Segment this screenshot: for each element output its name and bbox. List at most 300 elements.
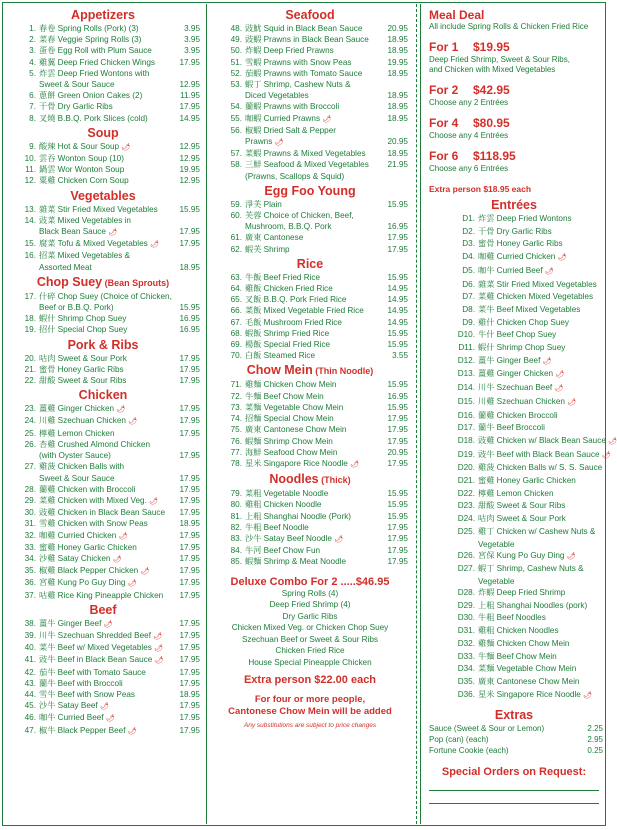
entree-item: [425, 475, 603, 488]
menu-item: [6, 590, 200, 601]
item-name-text: 蔥餅 Green Onion Cakes (2): [39, 91, 143, 101]
menu-item: [6, 678, 200, 689]
item-name: [39, 79, 178, 90]
menu-item: [212, 57, 408, 68]
item-name-text: 蘭蝦 Prawns with Broccoli: [245, 102, 340, 112]
menu-item: [212, 413, 408, 424]
entree-number: D8.: [462, 304, 475, 314]
item-name: [245, 294, 386, 305]
entree-number: D35.: [457, 676, 475, 686]
item-name-text: 薑雞 Ginger Chicken: [39, 404, 115, 414]
item-price: [406, 125, 408, 136]
menu-item: [212, 488, 408, 499]
item-price: 15.95: [179, 204, 200, 214]
item-name: [39, 654, 178, 666]
entree-name: [478, 329, 603, 342]
entree-name-text: 干骨 Dry Garlic Ribs: [478, 226, 552, 236]
item-number: 13.: [24, 204, 36, 214]
menu-item: [6, 141, 200, 153]
item-price: 18.95: [387, 46, 408, 56]
menu-item: [6, 689, 200, 700]
entree-name: [478, 238, 603, 251]
item-name-text: 菜雞 Chicken with Mixed Veg.: [39, 495, 147, 505]
item-price: 17.95: [387, 557, 408, 567]
entree-name-text: 雞什 Chicken Chop Suey: [478, 317, 570, 327]
item-name: [39, 34, 182, 45]
menu-item: [6, 667, 200, 678]
item-price: 17.95: [179, 618, 200, 628]
menu-item-continuation: [212, 90, 408, 101]
section-subtitle: (Bean Sprouts): [102, 277, 170, 288]
meal-deal-desc: Choose any 6 Entrées: [429, 164, 509, 173]
hot-pepper-icon: 🌶: [601, 451, 611, 459]
item-number: 23.: [24, 404, 36, 414]
item-name-text: 芙蓉 Choice of Chicken, Beef,: [245, 211, 354, 221]
item-price: 15.95: [387, 340, 408, 350]
item-name-text: (Prawns, Scallops & Squid): [245, 171, 345, 181]
combo-line: Dry Garlic Ribs: [282, 611, 338, 621]
menu-item: [6, 518, 200, 529]
item-name-text: 椒雞 Black Pepper Chicken: [39, 566, 139, 576]
item-name-text: 椒牛 Black Pepper Beef: [39, 725, 126, 735]
menu-item: [6, 415, 200, 427]
column-divider: [420, 4, 421, 824]
menu-item-continuation: [212, 136, 408, 148]
entree-name: [478, 304, 603, 317]
item-price: [406, 171, 408, 182]
section-title: [212, 363, 408, 379]
entree-name: [478, 638, 603, 651]
entree-number: D21.: [457, 476, 475, 486]
menu-item: [212, 23, 408, 34]
menu-item: [212, 522, 408, 533]
item-price: 16.95: [179, 314, 200, 324]
item-number-blank: [6, 473, 39, 484]
item-name: [39, 226, 178, 238]
item-name: [39, 113, 178, 124]
item-number: 80.: [230, 500, 242, 510]
section-title: [212, 8, 408, 23]
menu-item: [212, 210, 408, 221]
section-title-text: Seafood: [285, 8, 335, 22]
extras-list: [425, 723, 603, 756]
item-name: [39, 324, 178, 335]
item-name: [39, 90, 178, 101]
hot-pepper-icon: 🌶: [112, 555, 122, 563]
entree-name-text: 蝦什 Shrimp Chop Suey: [478, 343, 566, 353]
item-price: 18.95: [387, 68, 408, 78]
entree-name-text: 雞丁 Chicken w/ Cashew Nuts &: [478, 526, 596, 536]
item-name: [39, 553, 178, 565]
meal-deal-label: For 6: [429, 149, 459, 163]
menu-item: [212, 350, 408, 361]
hot-pepper-icon: 🌶: [583, 691, 593, 699]
entree-item: [425, 355, 603, 369]
entree-name: [478, 550, 603, 564]
item-name-text: 沙雞 Satay Chicken: [39, 553, 111, 563]
meal-deal-desc: and Chicken with Mixed Vegetables: [429, 65, 556, 74]
menu-column-left: [6, 6, 200, 737]
item-price: 3.95: [184, 46, 200, 56]
entree-name-text: 菜麵 Vegetable Chow Mein: [478, 664, 577, 674]
item-price: 17.95: [179, 578, 200, 588]
hot-pepper-icon: 🌶: [153, 632, 163, 640]
item-price: 17.95: [179, 364, 200, 374]
item-price: 17.95: [387, 546, 408, 556]
item-name: [245, 317, 386, 328]
entree-item: [425, 676, 603, 689]
menu-item: [6, 353, 200, 364]
combo-line: Spring Rolls (4): [281, 588, 339, 598]
item-name: [39, 141, 178, 153]
meal-deal: [429, 83, 603, 108]
menu-item: [6, 175, 200, 186]
hot-pepper-icon: 🌶: [100, 703, 109, 711]
item-name-text: 薑牛 Ginger Beef: [39, 618, 102, 628]
item-price: 17.95: [387, 436, 408, 446]
item-name: [39, 618, 178, 630]
entree-item: [425, 435, 617, 449]
item-name: [245, 210, 406, 221]
section-title-text: Vegetables: [70, 188, 136, 203]
entree-number: D32.: [457, 638, 475, 648]
item-name: [245, 436, 386, 447]
menu-item: [6, 90, 200, 101]
item-number: 71.: [230, 380, 242, 390]
entree-item: [425, 238, 603, 251]
section-title: [6, 338, 200, 353]
item-price: 17.95: [179, 701, 200, 711]
item-number: 42.: [24, 667, 36, 677]
item-name-text: 淨芙 Plain: [245, 199, 282, 209]
hot-pepper-icon: 🌶: [322, 115, 332, 123]
item-name: [245, 113, 386, 125]
entree-name: [478, 663, 603, 676]
entree-name-text: 咕肉 Sweet & Sour Pork: [478, 514, 566, 524]
item-price: 14.95: [387, 295, 408, 305]
section-title-text: Chop Suey: [36, 274, 103, 289]
entree-item: [425, 500, 603, 513]
item-name-text: 牛河 Beef Chow Fun: [245, 546, 321, 556]
entree-item: [425, 462, 603, 475]
item-number: 19.: [24, 325, 36, 335]
menu-item: [212, 545, 408, 556]
item-price: 20.95: [387, 137, 408, 147]
entree-name: [478, 422, 603, 435]
item-name-text: 雜菜 Stir Fried Mixed Vegetables: [39, 204, 158, 214]
extra-item: [429, 734, 603, 745]
menu-item: [212, 244, 408, 255]
hot-pepper-icon: 🌶: [334, 535, 344, 543]
item-name: [245, 221, 386, 232]
item-number: 28.: [24, 484, 36, 494]
item-name-text: 豉菜 Mixed Vegetables in: [39, 215, 131, 225]
item-name: [39, 68, 198, 79]
entree-name-text: 蘭牛 Beef Broccoli: [478, 423, 545, 433]
menu-item: [6, 291, 200, 302]
item-price: 17.95: [179, 227, 200, 237]
menu-item: [212, 379, 408, 390]
item-price: 17.95: [387, 522, 408, 532]
item-price: 17.95: [179, 713, 200, 723]
item-name-text: Sweet & Sour Sauce: [39, 80, 115, 90]
item-name: [39, 250, 198, 261]
entree-name: [478, 396, 603, 410]
item-name: [39, 530, 178, 542]
entree-item: [425, 396, 603, 410]
section-title: [212, 472, 408, 488]
entree-name: [478, 410, 603, 423]
hot-pepper-icon: 🌶: [118, 532, 128, 540]
menu-item: [6, 215, 200, 226]
menu-item: [6, 577, 200, 589]
menu-column-middle: [212, 6, 408, 729]
entree-number: D6.: [462, 279, 475, 289]
item-name-text: 蝦丁 Shrimp, Cashew Nuts &: [245, 80, 351, 90]
item-number: 50.: [230, 46, 242, 56]
menu-item: [212, 199, 408, 210]
menu-item: [6, 23, 200, 34]
menu-item-continuation: [6, 302, 200, 313]
item-name-text: 杏雞 Crushed Almond Chicken: [39, 439, 151, 449]
entree-name: [478, 449, 611, 463]
menu-item: [6, 113, 200, 124]
item-name-text: 上粗 Shanghai Noodle (Pork): [245, 511, 352, 521]
item-price: [198, 250, 200, 261]
entree-name-text: 豉雞 Chicken w/ Black Bean Sauce: [478, 435, 606, 445]
section-title: [6, 603, 200, 618]
menu-item: [6, 461, 200, 472]
item-price: 16.95: [387, 391, 408, 401]
item-number: 34.: [24, 553, 36, 563]
meal-deal-price: $42.95: [473, 83, 510, 97]
entree-name-text: 廣東 Cantonese Chow Mein: [478, 676, 580, 686]
menu-item: [6, 712, 200, 724]
extra-price: 2.95: [587, 735, 603, 745]
meal-deal-price: $19.95: [473, 40, 510, 54]
item-name: [245, 244, 386, 255]
meal-deal-price: $80.95: [473, 116, 510, 130]
item-number-blank: [6, 79, 39, 90]
item-name: [245, 488, 386, 499]
item-name: [245, 171, 406, 182]
entree-name-text: 檸雞 Lemon Chicken: [478, 488, 554, 498]
item-name-text: 蝦芙 Shrimp: [245, 244, 290, 254]
meal-deal-extra: Extra person $18.95 each: [429, 184, 532, 194]
combo-line: House Special Pineapple Chicken: [248, 657, 372, 667]
section-title: [6, 388, 200, 403]
menu-item: [6, 204, 200, 215]
meal-deal: [429, 116, 603, 141]
item-number: 59.: [230, 199, 242, 209]
item-price: 17.95: [179, 655, 200, 665]
section-title: [6, 275, 200, 291]
entree-item: [425, 251, 603, 265]
item-number: 32.: [24, 530, 36, 540]
menu-item: [6, 700, 200, 712]
meal-deal-desc: Choose any 2 Entrées: [429, 98, 509, 107]
item-name-text: 川牛 Szechuan Shredded Beef: [39, 630, 151, 640]
item-price: 17.95: [387, 425, 408, 435]
item-name: [39, 403, 178, 415]
item-number-blank: [212, 221, 245, 232]
item-price: 17.95: [179, 495, 200, 505]
entree-name: [478, 279, 603, 292]
entree-item: [425, 612, 603, 625]
entree-name: [478, 676, 603, 689]
entree-number: D18.: [457, 435, 475, 445]
item-number-blank: [212, 171, 245, 182]
item-number: 55.: [230, 113, 242, 123]
item-price: 17.95: [179, 566, 200, 576]
entree-item: [425, 449, 611, 463]
item-name-text: 招什 Special Chop Suey: [39, 325, 128, 335]
menu-item: [6, 164, 200, 175]
menu-item: [212, 499, 408, 510]
item-number: 70.: [230, 351, 242, 361]
item-name-text: 咖牛 Curried Beef: [39, 713, 104, 723]
item-price: 15.95: [387, 272, 408, 282]
item-name-text: Diced Vegetables: [245, 91, 309, 101]
item-number: 14.: [24, 215, 36, 225]
item-price: 17.95: [179, 428, 200, 438]
item-name: [39, 375, 178, 386]
item-number: 30.: [24, 508, 36, 518]
entree-name-text: 川牛 Szechuan Beef: [478, 383, 553, 393]
item-number: 66.: [230, 306, 242, 316]
item-number: 62.: [230, 244, 242, 254]
entree-name: [478, 526, 603, 539]
item-number: 64.: [230, 284, 242, 294]
item-name-text: 毛飯 Mushroom Fried Rice: [245, 317, 342, 327]
item-number-blank: [6, 302, 39, 313]
item-price: [198, 68, 200, 79]
item-name: [39, 57, 178, 68]
section-title-text: Chicken: [78, 388, 128, 403]
item-name-text: 干骨 Dry Garlic Ribs: [39, 102, 113, 112]
extra-item: [429, 723, 603, 734]
entree-name-text: 咖雞 Curried Chicken: [478, 252, 556, 262]
meal-deal-desc: Deep Fried Shrimp, Sweet & Sour Ribs,: [429, 55, 570, 64]
item-number: 53.: [230, 80, 242, 90]
item-name: [39, 262, 178, 273]
item-number: 43.: [24, 678, 36, 688]
entree-item: [425, 291, 603, 304]
entree-name: [478, 291, 603, 304]
section-title-text: Egg Foo Young: [264, 183, 356, 198]
item-number: 15.: [24, 239, 36, 249]
combo-small-print: Any substitutions are subject to price changes: [243, 722, 377, 730]
item-name: [245, 447, 386, 458]
item-name-text: 牛麵 Beef Chow Mein: [245, 391, 324, 401]
entree-name: [478, 488, 603, 501]
item-name: [245, 522, 386, 533]
item-number: 8.: [29, 113, 36, 123]
item-number: 67.: [230, 317, 242, 327]
item-price: 17.95: [179, 553, 200, 563]
item-name: [39, 415, 178, 427]
section-title-text: Noodles: [269, 472, 319, 487]
item-name-text: 咖蝦 Curried Prawns: [245, 113, 321, 123]
menu-item: [6, 250, 200, 261]
entree-number: D26.: [457, 550, 475, 560]
item-name-text: 菜春 Veggie Spring Rolls (3): [39, 35, 142, 45]
entree-name-text: 薑牛 Ginger Beef: [478, 355, 541, 365]
item-price: 17.95: [179, 508, 200, 518]
item-name-text: 蜜骨 Honey Garlic Ribs: [39, 364, 124, 374]
item-name: [245, 232, 386, 243]
entree-item: [425, 304, 603, 317]
item-number: 47.: [24, 725, 36, 735]
item-name-text: 雪蝦 Prawns with Snow Peas: [245, 57, 352, 67]
entree-name-text: 雜菜 Stir Fried Mixed Vegetables: [478, 279, 597, 289]
item-price: 18.95: [179, 519, 200, 529]
entree-name: [478, 689, 603, 703]
entree-item: [425, 563, 603, 576]
section-title-text: Rice: [296, 256, 324, 271]
item-name: [245, 68, 386, 79]
item-price: 15.95: [387, 380, 408, 390]
entree-number: D11.: [458, 343, 475, 353]
hot-pepper-icon: 🌶: [105, 715, 115, 723]
item-name-text: 蝦麵 Shrimp & Meat Noodle: [245, 557, 347, 567]
item-name-text: 三鮮 Seafood & Mixed Vegetables: [245, 160, 369, 170]
item-price: 17.95: [387, 458, 408, 468]
item-name-text: 茄蝦 Prawns with Tomato Sauce: [245, 68, 363, 78]
item-price: 17.95: [387, 233, 408, 243]
entree-continuation: Vegetable: [478, 539, 515, 549]
menu-item: [6, 542, 200, 553]
entree-name: [478, 563, 603, 576]
menu-item: [212, 45, 408, 56]
menu-item: [6, 553, 200, 565]
item-name: [39, 542, 178, 553]
item-name-text: 蘭雞 Chicken with Broccoli: [39, 484, 136, 494]
extra-price: 0.25: [587, 746, 603, 756]
item-number: 77.: [230, 447, 242, 457]
item-price: 15.95: [387, 489, 408, 499]
item-number: 11.: [25, 165, 36, 175]
hot-pepper-icon: 🌶: [150, 241, 159, 249]
menu-item: [212, 294, 408, 305]
item-number: 76.: [230, 436, 242, 446]
column-divider: [206, 4, 207, 824]
item-number: 65.: [230, 295, 242, 305]
combo-extra: Extra person $22.00 each: [243, 674, 377, 687]
item-number: 21.: [24, 364, 36, 374]
item-number: 81.: [230, 511, 242, 521]
item-price: 17.95: [179, 239, 200, 249]
menu-item: [212, 328, 408, 339]
item-price: 17.95: [387, 244, 408, 254]
entree-item: [425, 689, 603, 703]
item-name-text: 咖雞 Curried Chicken: [39, 530, 117, 540]
item-number: 61.: [230, 233, 242, 243]
entree-name: [478, 355, 603, 369]
item-price: 20.95: [387, 24, 408, 33]
hot-pepper-icon: 🌶: [121, 143, 131, 151]
item-price: 17.95: [179, 643, 200, 653]
item-price: [406, 79, 408, 90]
item-price: [198, 439, 200, 450]
hot-pepper-icon: 🌶: [149, 497, 159, 505]
item-number: 60.: [230, 211, 242, 221]
item-name-text: 粟雞 Chicken Corn Soup: [39, 176, 129, 186]
entree-number: D10.: [457, 330, 475, 340]
menu-item: [6, 565, 200, 577]
hot-pepper-icon: 🌶: [555, 371, 565, 379]
entree-item: [425, 226, 603, 239]
